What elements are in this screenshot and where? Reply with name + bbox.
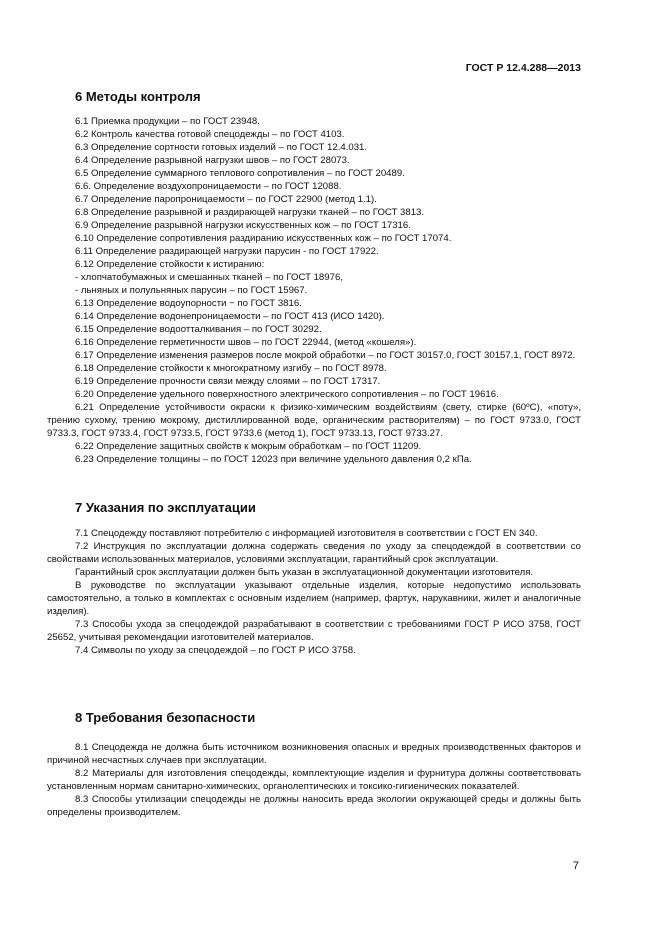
list-item: 6.6. Определение воздухопроницаемости – по ГОСТ 12088. [75,181,342,192]
standard-number: ГОСТ Р 12.4.288—2013 [465,62,581,74]
list-item: 6.1 Приемка продукции – по ГОСТ 23948. [75,116,260,127]
list-item: 6.11 Определение раздирающей нагрузки парусин - по ГОСТ 17922. [75,246,379,257]
list-item: 6.16 Определение герметичности швов – по ГОСТ 22944, (метод «кошеля»). [75,337,417,348]
paragraph: 7.1 Спецодежду поставляют потребителю с информацией изготовителя в соответствии с ГОСТ EN 340. [75,528,538,539]
section-7-title: 7 Указания по эксплуатации [75,500,256,515]
section-7-body [47,527,581,657]
list-item: 6.15 Определение водоотталкивания – по ГОСТ 30292. [75,324,322,335]
list-item: 6.3 Определение сортности готовых изделий – по ГОСТ 12.4.031. [75,142,368,153]
paragraph: 8.2 Материалы для изготовления спецодежды, комплектующие изделия и фурнитура должны соответствовать установленным нормам санитарно-химических, органолептических и токсико-гигиенических показателей. [47,768,581,792]
paragraph: 7.3 Способы ухода за спецодеждой разрабатывают в соответствии с требованиями ГОСТ Р ИСО 3758, ГОСТ 25652, учитывая рекомендации изготовителей материалов. [47,619,581,643]
list-item: 6.14 Определение водонепроницаемости – по ГОСТ 413 (ИСО 1420). [75,311,385,322]
list-item: 6.22 Определение защитных свойств к мокрым обработкам – по ГОСТ 11209. [75,441,422,452]
list-item: 6.5 Определение суммарного теплового сопротивления – по ГОСТ 20489. [75,168,405,179]
list-item: 6.8 Определение разрывной и раздирающей нагрузки тканей – по ГОСТ 3813. [75,207,425,218]
section-6-list [47,115,581,466]
list-item: 6.2 Контроль качества готовой спецодежды – по ГОСТ 4103. [75,129,345,140]
list-item: 6.23 Определение толщины – по ГОСТ 12023 при величине удельного давления 0,2 кПа. [75,454,472,465]
list-item: 6.10 Определение сопротивления раздиранию искусственных кож – по ГОСТ 17074. [75,233,452,244]
list-item: 6.17 Определение изменения размеров после мокрой обработки – по ГОСТ 30157.0, ГОСТ 30157.1, ГОСТ 8972. [75,350,576,361]
section-8-body [47,741,581,819]
list-item: - хлопчатобумажных и смешанных тканей – по ГОСТ 18976, [75,272,343,283]
paragraph: 8.1 Спецодежда не должна быть источником возникновения опасных и вредных производственных факторов и причиной несчастных случаев при эксплуатации. [47,742,581,766]
list-item: 6.12 Определение стойкости к истиранию: [75,259,265,270]
section-8-title: 8 Требования безопасности [75,710,256,725]
page-number: 7 [572,860,579,872]
list-item: 6.7 Определение паропроницаемости – по ГОСТ 22900 (метод 1.1). [75,194,377,205]
paragraph: В руководстве по эксплуатации указывают отдельные изделия, которые недопустимо использовать самостоятельно, а только в комплектах с основным изделием (например, фартук, нарукавники, жилет и аналогичные изделия). [47,580,581,617]
list-item: 6.20 Определение удельного поверхностного электрического сопротивления – по ГОСТ 19616. [75,389,499,400]
paragraph: 8.3 Способы утилизации спецодежды не должны наносить вреда экологии окружающей среды и должны быть определены производителем. [47,794,581,818]
list-item: 6.9 Определение разрывной нагрузки искусственных кож – по ГОСТ 17316. [75,220,411,231]
list-item: 6.4 Определение разрывной нагрузки швов – по ГОСТ 28073. [75,155,350,166]
paragraph: 7.4 Символы по уходу за спецодеждой – по ГОСТ Р ИСО 3758. [75,645,356,656]
list-item: - льняных и полульняных парусин – по ГОСТ 15967. [75,285,308,296]
paragraph: 7.2 Инструкция по эксплуатации должна содержать сведения по уходу за спецодеждой в соответствии со свойствами использованных материалов, условиями эксплуатации, гарантийный срок эксплуатации. [47,541,581,565]
list-item: 6.19 Определение прочности связи между слоями – по ГОСТ 17317. [75,376,381,387]
list-item: 6.21 Определение устойчивости окраски к физико-химическим воздействиям (свету, стирке (60ºС), «поту», трению сухому, трению мокрому, дистиллированной воде, органическим растворителям) – по ГОСТ 9733.0, ГОСТ 9733.3, ГОСТ 9733.4, ГОСТ 9733.5, ГОСТ 9733.6 (метод 1), ГОСТ 9733.13, ГОСТ 9733.27. [47,402,581,439]
paragraph: Гарантийный срок эксплуатации должен быть указан в эксплуатационной документации изготовителя. [75,567,534,578]
list-item: 6.18 Определение стойкости к многократному изгибу – по ГОСТ 8978. [75,363,387,374]
list-item: 6.13 Определение водоупорности − по ГОСТ 3816. [75,298,302,309]
section-6-title: 6 Методы контроля [75,89,201,104]
